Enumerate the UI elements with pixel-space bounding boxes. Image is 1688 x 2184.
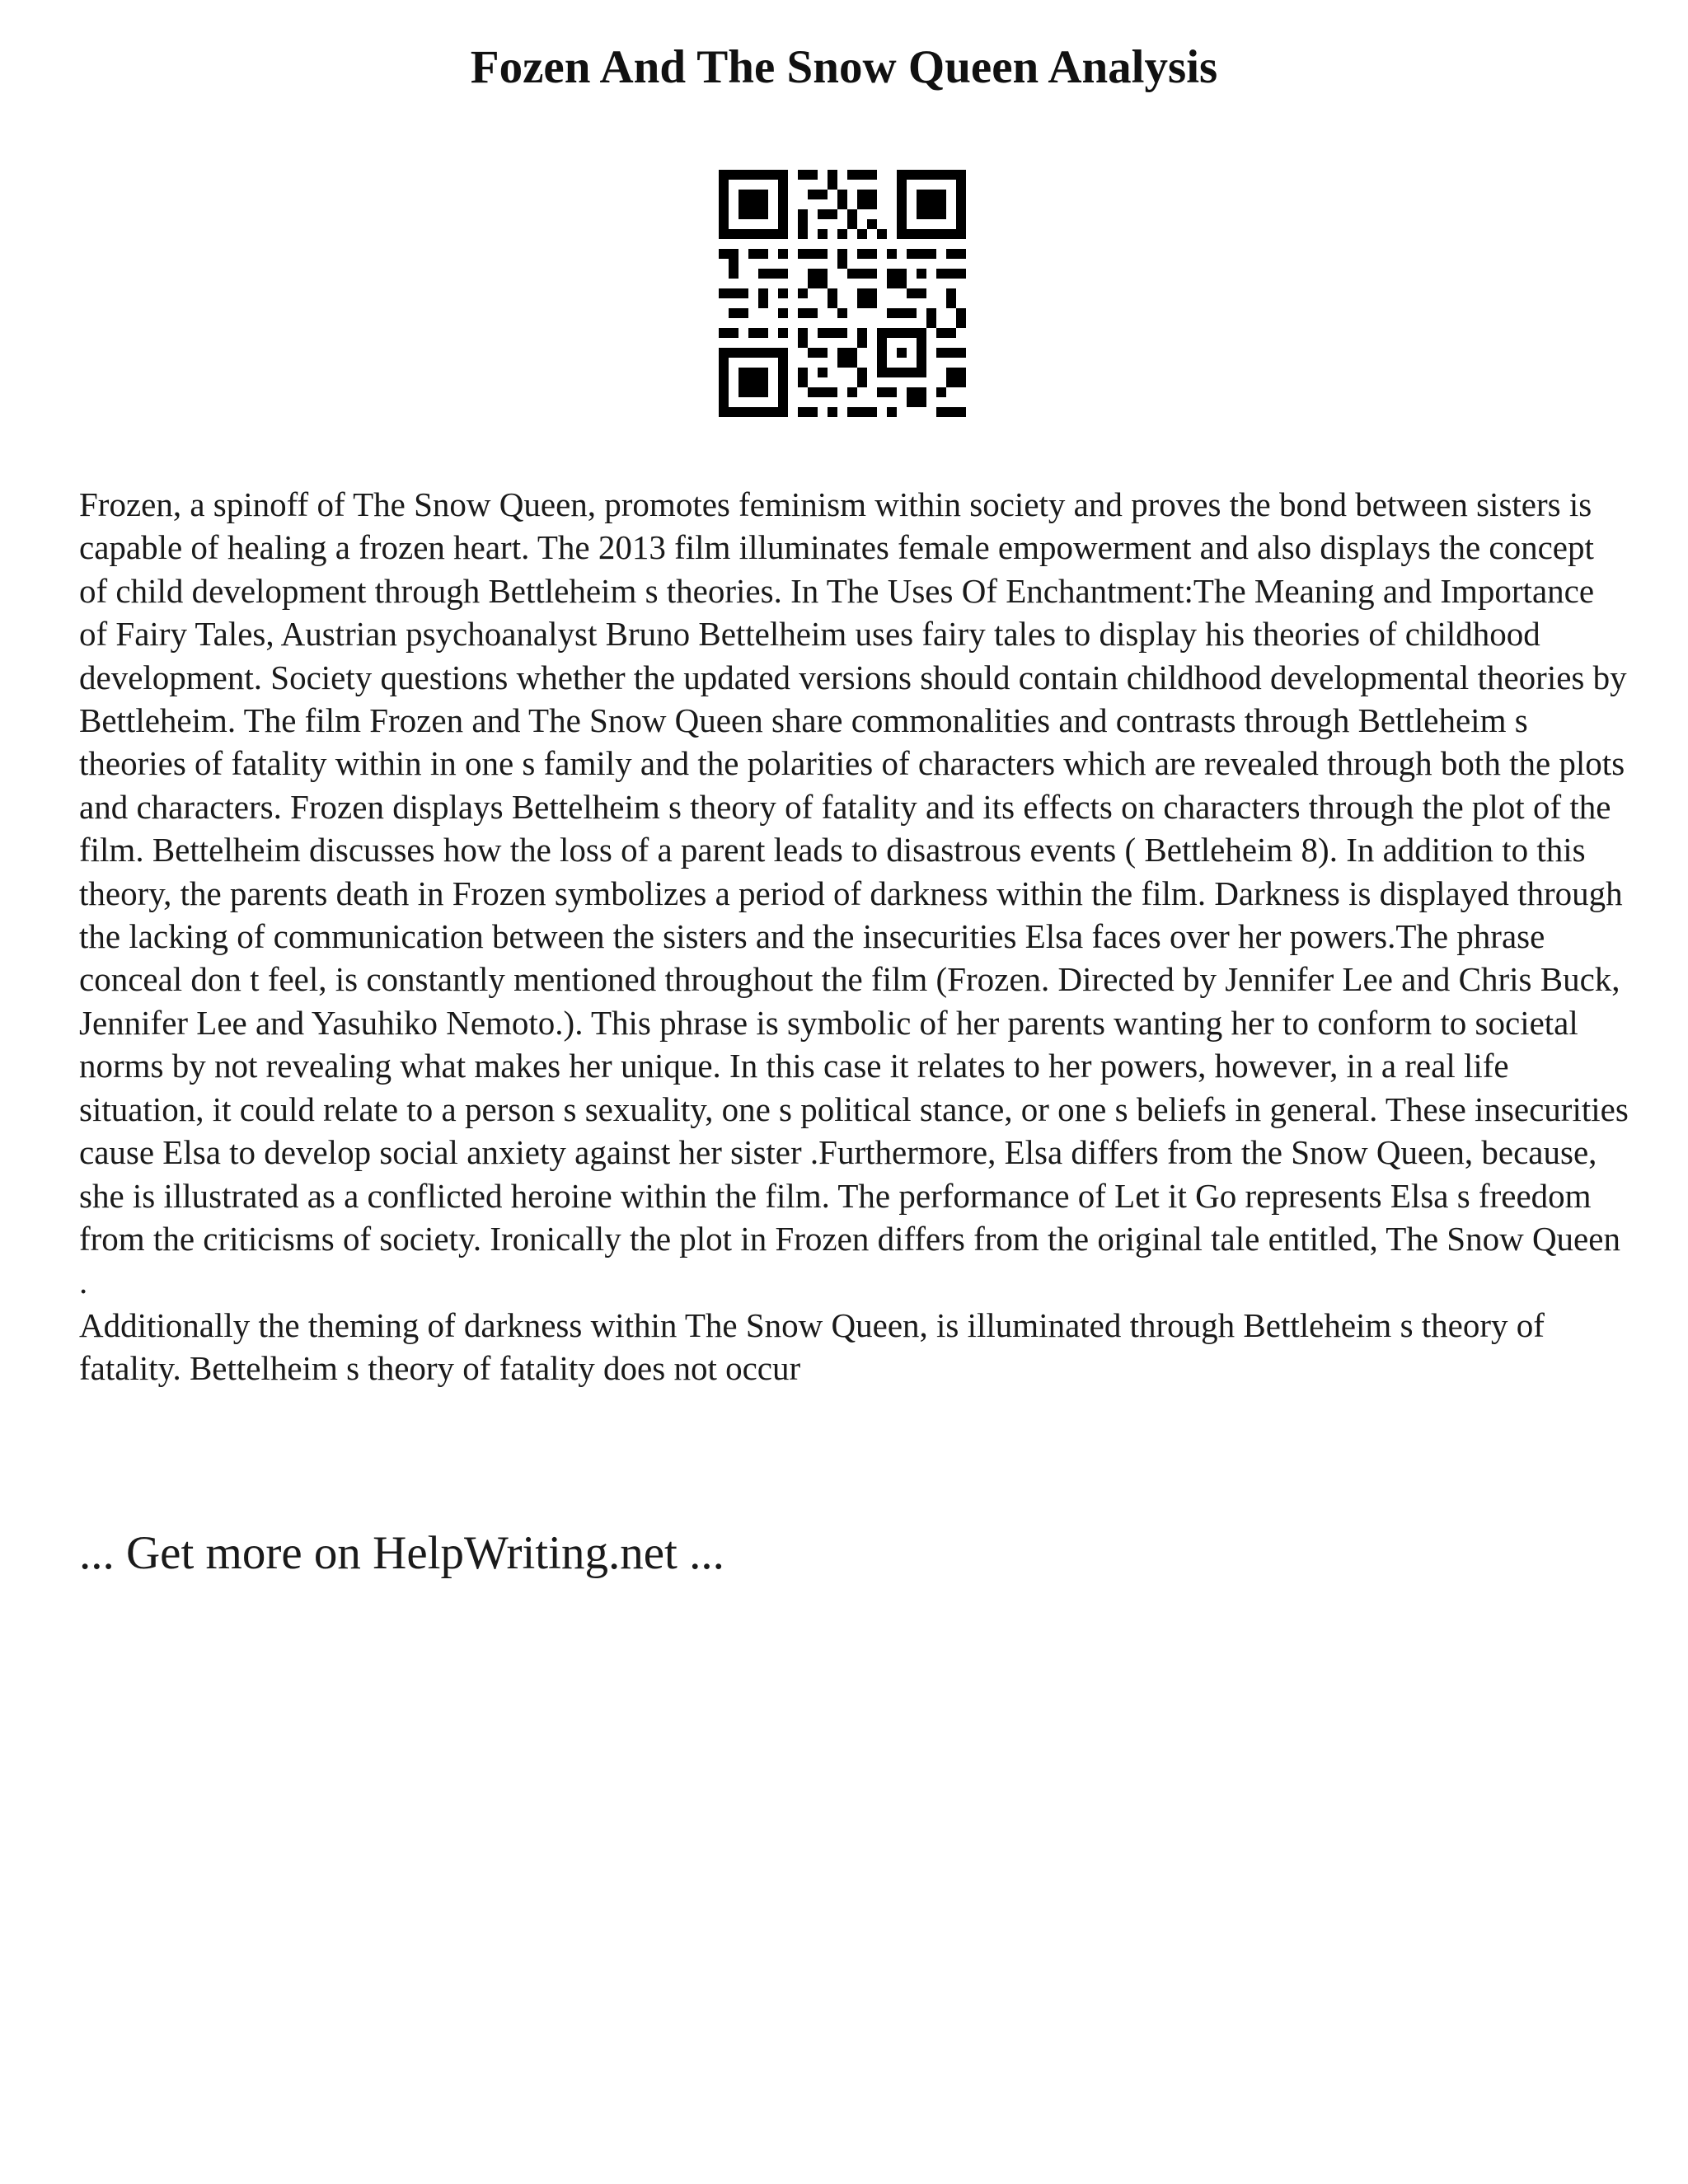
essay-body	[79, 483, 1629, 1390]
get-more-link[interactable]: ... Get more on HelpWriting.net ...	[79, 1527, 724, 1579]
qr-code-icon	[719, 170, 966, 417]
essay-paragraph-2: Additionally the theming of darkness within The Snow Queen, is illuminated through Bettleheim s theory of fatality. Bettelheim s theory of fatality does not occur	[79, 1305, 1545, 1388]
essay-paragraph-1: Frozen, a spinoff of The Snow Queen, promotes feminism within society and proves the bond between sisters is capable of healing a frozen heart. The 2013 film illuminates female empowerment and also displays the concept of child development through Bettleheim s theories. In The Uses Of Enchantment:The Meaning and Importance of Fairy Tales, Austrian psychoanalyst Bruno Bettelheim uses fairy tales to display his theories of childhood development. Society questions whether the updated versions should contain childhood developmental theories by Bettleheim. The film Frozen and The Snow Queen share commonalities and contrasts through Bettleheim s theories of fatality within in one s family and the polarities of characters which are revealed through both the plots and characters. Frozen displays Bettelheim s theory of fatality and its effects on characters through the plot of the film. Bettelheim discusses how the loss of a parent leads to disastrous events ( Bettleheim 8). In addition to this theory, the parents death in Frozen symbolizes a period of darkness within the film. Darkness is displayed through the lacking of communication between the sisters and the insecurities Elsa faces over her powers.The phrase conceal don t feel, is constantly mentioned throughout the film (Frozen. Directed by Jennifer Lee and Chris Buck, Jennifer Lee and Yasuhiko Nemoto.). This phrase is symbolic of her parents wanting her to conform to societal norms by not revealing what makes her unique. In this case it relates to her powers, however, in a real life situation, it could relate to a person s sexuality, one s political stance, or one s beliefs in general. These insecurities cause Elsa to develop social anxiety against her sister .Furthermore, Elsa differs from the Snow Queen, because, she is illustrated as a conflicted heroine within the film. The performance of Let it Go represents Elsa s freedom from the criticisms of society. Ironically the plot in Frozen differs from the original tale entitled, The Snow Queen .	[79, 485, 1629, 1301]
document-title: Fozen And The Snow Queen Analysis	[470, 41, 1218, 93]
